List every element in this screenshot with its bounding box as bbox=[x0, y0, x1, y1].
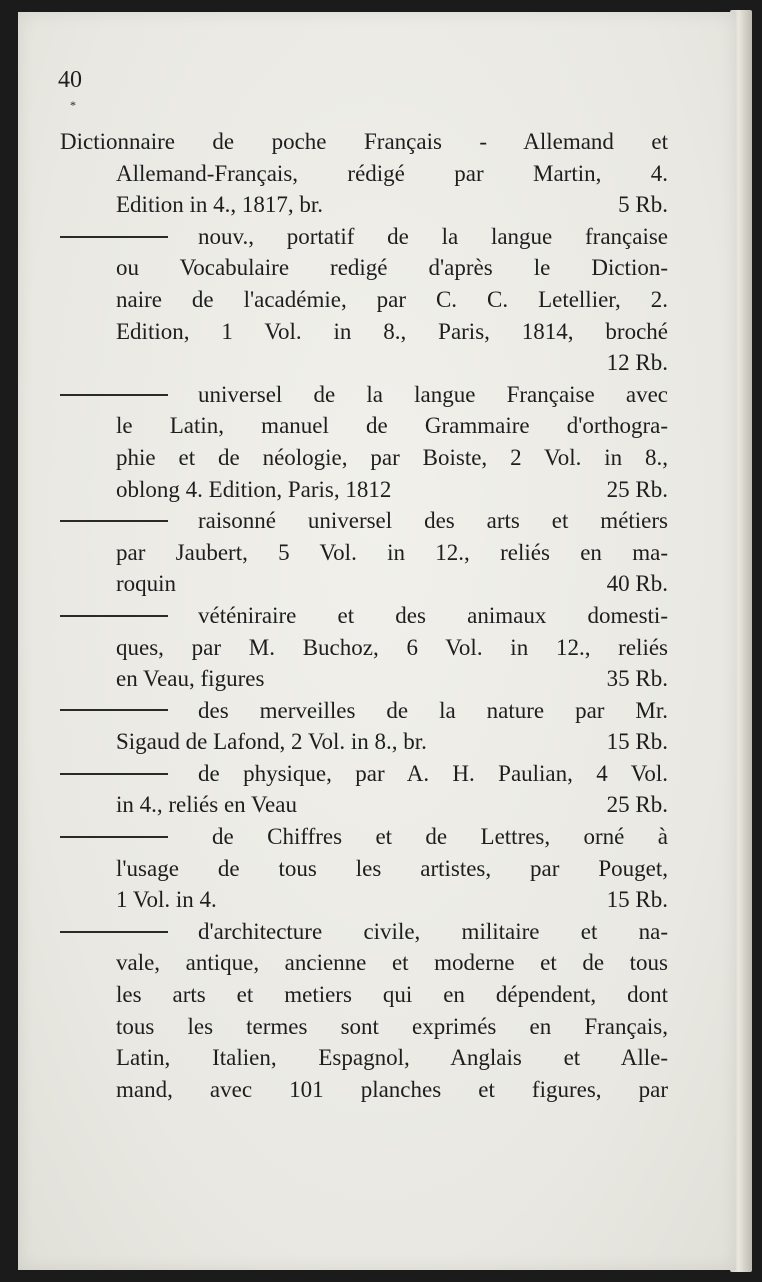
catalogue-entry bbox=[60, 758, 668, 821]
catalogue-entry bbox=[60, 221, 668, 379]
catalogue-text bbox=[60, 126, 668, 1105]
catalogue-entry bbox=[60, 379, 668, 505]
catalogue-entry bbox=[60, 126, 668, 221]
ditto-dash bbox=[60, 394, 168, 396]
entry-line: Edition, 1 Vol. in 8., Paris, 1814, broché bbox=[116, 318, 668, 344]
entry-price-line bbox=[60, 663, 668, 695]
entry-first-line bbox=[60, 221, 668, 253]
entry-line: le Latin, manuel de Grammaire d'orthogra- bbox=[116, 413, 668, 439]
page-number: 40 bbox=[58, 67, 82, 93]
entry-line: Sigaud de Lafond, 2 Vol. in 8., br. bbox=[116, 729, 427, 755]
catalogue-entry bbox=[60, 821, 668, 916]
catalogue-entry bbox=[60, 505, 668, 600]
entry-line: raisonné universel des arts et métiers bbox=[198, 508, 668, 534]
ditto-dash bbox=[60, 773, 168, 775]
entry-price: 12 Rb. bbox=[606, 350, 668, 376]
entry-price-line bbox=[60, 726, 668, 758]
ditto-dash bbox=[60, 236, 168, 238]
catalogue-entry bbox=[60, 695, 668, 758]
catalogue-entry bbox=[60, 600, 668, 695]
entry-price: 25 Rb. bbox=[606, 792, 668, 818]
entry-line: l'usage de tous les artistes, par Pouget, bbox=[116, 855, 668, 881]
entry-price-line bbox=[60, 884, 668, 916]
entry-line: universel de la langue Française avec bbox=[198, 381, 668, 407]
entry-line: nouv., portatif de la langue française bbox=[198, 223, 668, 249]
ditto-dash bbox=[60, 709, 168, 711]
entry-line: ou Vocabulaire redigé d'après le Diction- bbox=[116, 255, 668, 281]
entry-price: 35 Rb. bbox=[606, 666, 668, 692]
entry-line: de physique, par A. H. Paulian, 4 Vol. bbox=[198, 760, 668, 786]
entry-line: phie et de néologie, par Boiste, 2 Vol. in 8., bbox=[116, 444, 668, 470]
entry-price: 5 Rb. bbox=[618, 192, 668, 218]
entry-price-line bbox=[60, 474, 668, 506]
entry-line: naire de l'académie, par C. C. Letellier, 2. bbox=[116, 286, 668, 312]
catalogue-entry bbox=[60, 916, 668, 1106]
entry-line: en Veau, figures bbox=[116, 666, 265, 692]
entry-line: in 4., reliés en Veau bbox=[116, 792, 297, 818]
entry-line: d'architecture civile, militaire et na- bbox=[198, 918, 668, 944]
entry-price: 40 Rb. bbox=[606, 571, 668, 597]
entry-line: Latin, Italien, Espagnol, Anglais et Alle- bbox=[116, 1045, 668, 1071]
ditto-dash bbox=[60, 931, 168, 933]
ditto-dash bbox=[60, 615, 168, 617]
entry-price-line bbox=[60, 789, 668, 821]
entry-line: de Chiffres et de Lettres, orné à bbox=[212, 824, 668, 850]
entry-price: 25 Rb. bbox=[606, 476, 668, 502]
book-page bbox=[18, 12, 736, 1270]
entry-line: des merveilles de la nature par Mr. bbox=[198, 697, 668, 723]
entry-first-line bbox=[60, 600, 668, 632]
entry-first-line bbox=[60, 695, 668, 727]
entry-line: Edition in 4., 1817, br. bbox=[116, 192, 323, 218]
ditto-dash bbox=[60, 520, 168, 522]
entry-title: Dictionnaire de poche Français - Allemand et bbox=[60, 129, 668, 154]
entry-price: 15 Rb. bbox=[606, 887, 668, 913]
entry-line: véténiraire et des animaux domesti- bbox=[198, 602, 668, 628]
entry-line: 1 Vol. in 4. bbox=[116, 887, 217, 913]
entry-price: 15 Rb. bbox=[606, 729, 668, 755]
entry-line: ques, par M. Buchoz, 6 Vol. in 12., reliés bbox=[116, 634, 668, 660]
ditto-dash bbox=[60, 836, 168, 838]
entry-line: tous les termes sont exprimés en Français, bbox=[116, 1013, 668, 1039]
entry-first-line bbox=[60, 379, 668, 411]
entry-first-line bbox=[60, 821, 668, 853]
entry-price-line bbox=[60, 568, 668, 600]
entry-first-line bbox=[60, 505, 668, 537]
entry-line: Allemand-Français, rédigé par Martin, 4. bbox=[116, 160, 668, 186]
signature-mark: * bbox=[70, 98, 76, 112]
entry-line: par Jaubert, 5 Vol. in 12., reliés en ma- bbox=[116, 539, 668, 565]
entry-first-line bbox=[60, 758, 668, 790]
entry-first-line bbox=[60, 916, 668, 948]
entry-line: mand, avec 101 planches et figures, par bbox=[116, 1076, 668, 1102]
entry-price-line bbox=[60, 189, 668, 221]
entry-line: les arts et metiers qui en dépendent, dont bbox=[116, 982, 668, 1008]
entry-line: vale, antique, ancienne et moderne et de tous bbox=[116, 950, 668, 976]
entry-line: oblong 4. Edition, Paris, 1812 bbox=[116, 476, 392, 502]
entry-line: roquin bbox=[116, 571, 177, 597]
